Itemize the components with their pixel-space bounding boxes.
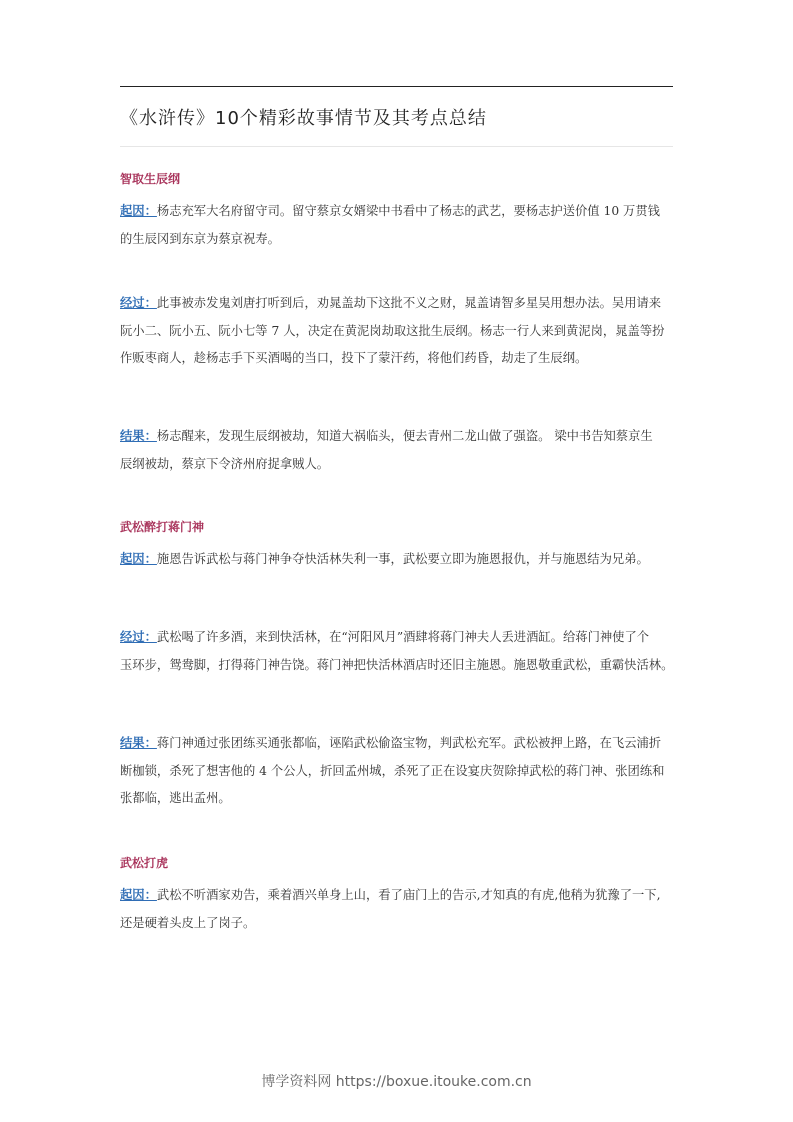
paragraph-text: 杨志充军大名府留守司。留守蔡京女婿梁中书看中了杨志的武艺，要杨志护送价值 10 万贯钱: [156, 204, 660, 218]
paragraph-text: 武松不听酒家劝告，乘着酒兴单身上山，看了庙门上的告示,才知真的有虎,他稍为犹豫了一下,: [156, 888, 661, 902]
paragraph-line: [120, 456, 329, 472]
paragraph-line: [120, 790, 231, 806]
paragraph-line: [120, 551, 649, 567]
paragraph-line: [120, 657, 673, 673]
paragraph-line: [120, 295, 661, 311]
paragraph-line: [120, 428, 653, 444]
section-heading: 武松打虎: [120, 856, 169, 870]
paragraph-text: 施恩告诉武松与蒋门神争夺快活林失利一事，武松要立即为施恩报仇，并与施恩结为兄弟。: [156, 552, 649, 566]
footer-watermark: 博学资料网 https://boxue.itouke.com.cn: [261, 1074, 532, 1090]
paragraph-text: 辰纲被劫，蔡京下令济州府捉拿贼人。: [120, 456, 330, 471]
paragraph-line: [120, 203, 660, 219]
paragraph-text: 蒋门神通过张团练买通张都临，诬陷武松偷盗宝物，判武松充军。武松被押上路，在飞云浦折: [156, 736, 662, 750]
paragraph-line: [120, 629, 649, 645]
paragraph-text: 杨志醒来，发现生辰纲被劫，知道大祸临头，便去青州二龙山做了强盗。 梁中书告知蔡京生: [156, 429, 653, 443]
paragraph-label: 结果：: [120, 429, 157, 443]
paragraph-text: 的生辰冈到东京为蔡京祝寿。: [120, 231, 280, 246]
paragraph-label: 经过：: [120, 296, 157, 310]
paragraph-label: 起因：: [120, 552, 157, 566]
title-divider: [120, 146, 673, 147]
paragraph-text: 还是硬着头皮上了岗子。: [120, 915, 256, 930]
paragraph-text: 作贩枣商人，趁杨志手下买酒喝的当口，投下了蒙汗药，将他们药昏，劫走了生辰纲。: [120, 351, 588, 365]
paragraph-line: [120, 350, 587, 366]
top-rule: [120, 86, 673, 87]
paragraph-line: [120, 915, 255, 931]
paragraph-line: [120, 231, 280, 247]
paragraph-line: [120, 735, 661, 751]
paragraph-text: 此事被赤发鬼刘唐打听到后，劝晁盖劫下这批不义之财，晁盖请智多星吴用想办法。吴用请来: [156, 296, 662, 310]
paragraph-text: 玉环步，鸳鸯脚，打得蒋门神告饶。蒋门神把快活林酒店时还旧主施恩。施恩敬重武松，重霸快活林。: [120, 657, 674, 672]
paragraph-label: 起因：: [120, 888, 157, 902]
section-heading: 武松醉打蒋门神: [120, 520, 205, 534]
page-title: 《水浒传》10个精彩故事情节及其考点总结: [120, 108, 487, 129]
paragraph-label: 经过：: [120, 630, 157, 644]
paragraph-text: 张都临，逃出孟州。: [120, 791, 231, 805]
section-heading: 智取生辰纲: [120, 172, 181, 186]
paragraph-text: 阮小二、阮小五、阮小七等 7 人，决定在黄泥岗劫取这批生辰纲。杨志一行人来到黄泥岗，晁盖等扮: [120, 323, 665, 338]
paragraph-line: [120, 887, 661, 903]
paragraph-text: 武松喝了许多酒，来到快活林，在“河阳风月”酒肆将蒋门神夫人丢进酒缸。给蒋门神使了个: [156, 630, 650, 644]
paragraph-line: [120, 323, 664, 339]
paragraph-label: 起因：: [120, 204, 157, 218]
paragraph-text: 断枷锁，杀死了想害他的 4 个公人，折回孟州城，杀死了正在设宴庆贺除掉武松的蒋门神、张团练和: [120, 763, 665, 778]
paragraph-line: [120, 763, 664, 779]
paragraph-label: 结果：: [120, 736, 157, 750]
